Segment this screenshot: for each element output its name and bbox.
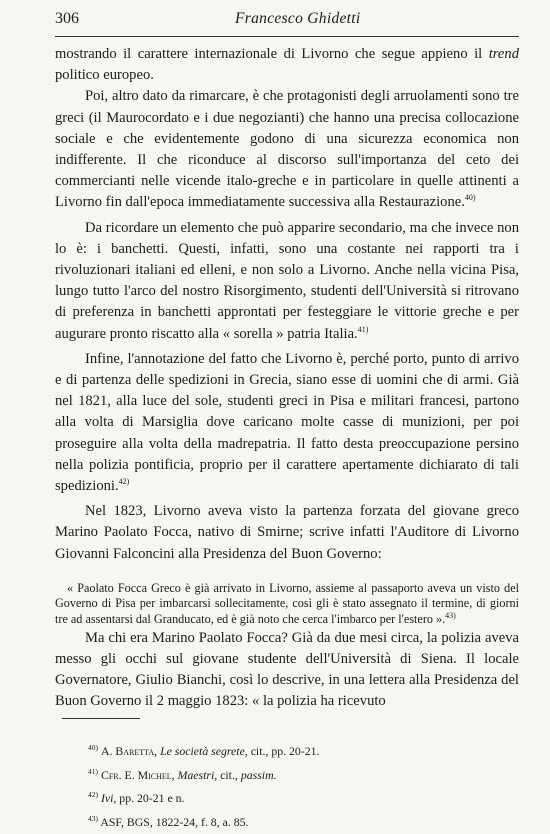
footnote-mark: 42) bbox=[88, 790, 98, 799]
footnote-43 bbox=[88, 811, 519, 834]
paragraph-1-text-b: politico europeo. bbox=[55, 67, 154, 83]
footnote-40 bbox=[88, 740, 519, 764]
footnote-ref-43: 43) bbox=[445, 611, 456, 620]
paragraph-3-text: Da ricordare un elemento che può apparire secondario, ma che invece non lo è: i banchetti. Questi, infatti, sono una costante nei rapporti tra i rivoluzionari italiani ed elleni, e non solo a Livorno. Anche nella vicina Pisa, lungo tutto l'arco del nostro Risorgimento, studenti dell'Università si ritrovano di preferenza in banchetti approntati per festeggiare le vittorie greche e per augurare pronto riscatto alla « sorella » patria Italia. bbox=[55, 220, 519, 342]
paragraph-3 bbox=[55, 218, 519, 345]
footnote-text: pp. 20-21 e n. bbox=[116, 791, 184, 805]
footnote-emphasis: passim. bbox=[241, 768, 277, 782]
block-quote bbox=[55, 581, 519, 628]
paragraph-1-emphasis: trend bbox=[489, 46, 519, 62]
block-quote-text: « Paolato Focca Greco è già arrivato in Livorno, assieme al passaporto aveva un visto del Governo di Pisa per imbarcarsi sollecitamente, così gli è stato assegnato il termine, di giorni tre ad assentarsi dal Granducato, ed è già noto che cerca l'imbarco per l'estero ». bbox=[55, 581, 519, 626]
footnote-mark: 43) bbox=[88, 814, 98, 823]
paragraph-5-text: Nel 1823, Livorno aveva visto la partenza forzata del giovane greco Marino Paolato Focca, nativo di Smirne; scrive infatti l'Auditore di Livorno Giovanni Falconcini alla Presidenza del Buon Governo: bbox=[55, 503, 519, 561]
footnote-ref-41: 41) bbox=[358, 325, 369, 334]
footnote-text: ASF, BGS, 1822-24, f. 8, a. 85. bbox=[100, 815, 248, 829]
main-text bbox=[55, 44, 519, 712]
paragraph-4 bbox=[55, 349, 519, 497]
running-head: Francesco Ghidetti bbox=[235, 10, 361, 28]
footnote-author: A. Baretta, bbox=[101, 744, 157, 758]
footnote-author: Cfr. E. Michel, bbox=[101, 768, 175, 782]
footnote-mark: 40) bbox=[88, 743, 98, 752]
paragraph-1-text-a: mostrando il carattere internazionale di Livorno che segue appieno il bbox=[55, 46, 489, 62]
paragraph-6-text: Ma chi era Marino Paolato Focca? Già da due mesi circa, la polizia aveva messo gli occhi sul giovane studente dell'Università di Siena. Il locale Governatore, Giulio Bianchi, così lo descrive, in una lettera alla Presidenza del Buon Governo il 2 maggio 1823: « la polizia ha ricevuto bbox=[55, 630, 519, 710]
paragraph-2-text: Poi, altro dato da rimarcare, è che protagonisti degli arruolamenti sono tre greci (il Maurocordato e i due negozianti) che hanno una precisa collocazione sociale e che evidentemente godono di una sicurezza economica non indifferente. Il che riconduce al discorso sull'importanza del ceto dei commercianti nelle vicende italo-greche e in particolare in quelle attinenti a Livorno fin dall'epoca immediatamente successiva alla Restaurazione. bbox=[55, 88, 519, 210]
footnote-title: Le società segrete, bbox=[160, 744, 248, 758]
footnote-title: Ivi, bbox=[101, 791, 116, 805]
page-number: 306 bbox=[55, 10, 79, 28]
footnote-42 bbox=[88, 787, 519, 811]
footnote-ref-40: 40) bbox=[465, 194, 476, 203]
footnote-ref-42: 42) bbox=[119, 477, 130, 486]
page-header bbox=[55, 8, 519, 37]
footnote-title: Maestri, bbox=[178, 768, 218, 782]
paragraph-5 bbox=[55, 501, 519, 565]
footnote-separator bbox=[62, 718, 140, 719]
paragraph-2 bbox=[55, 86, 519, 213]
paragraph-4-text: Infine, l'annotazione del fatto che Livorno è, perché porto, punto di arrivo e di partenza delle spedizioni in Grecia, siano esse di uomini che di armi. Già nel 1821, alla luce del sole, studenti greci in Pisa e militari francesi, partono alla volta di Marsiglia dove caricano molte casse di munizioni, per poi proseguire alla volta della madrepatria. Il fatto desta preoccupazione persino nella polizia pontificia, proprio per il carattere apertamente dichiarato di tali spedizioni. bbox=[55, 351, 519, 494]
footnote-41 bbox=[88, 764, 519, 788]
footnote-mark: 41) bbox=[88, 767, 98, 776]
footnote-text: cit., pp. 20-21. bbox=[248, 744, 320, 758]
footnotes bbox=[88, 740, 519, 834]
paragraph-1 bbox=[55, 44, 519, 86]
footnote-text: cit., bbox=[217, 768, 241, 782]
paragraph-6 bbox=[55, 628, 519, 713]
